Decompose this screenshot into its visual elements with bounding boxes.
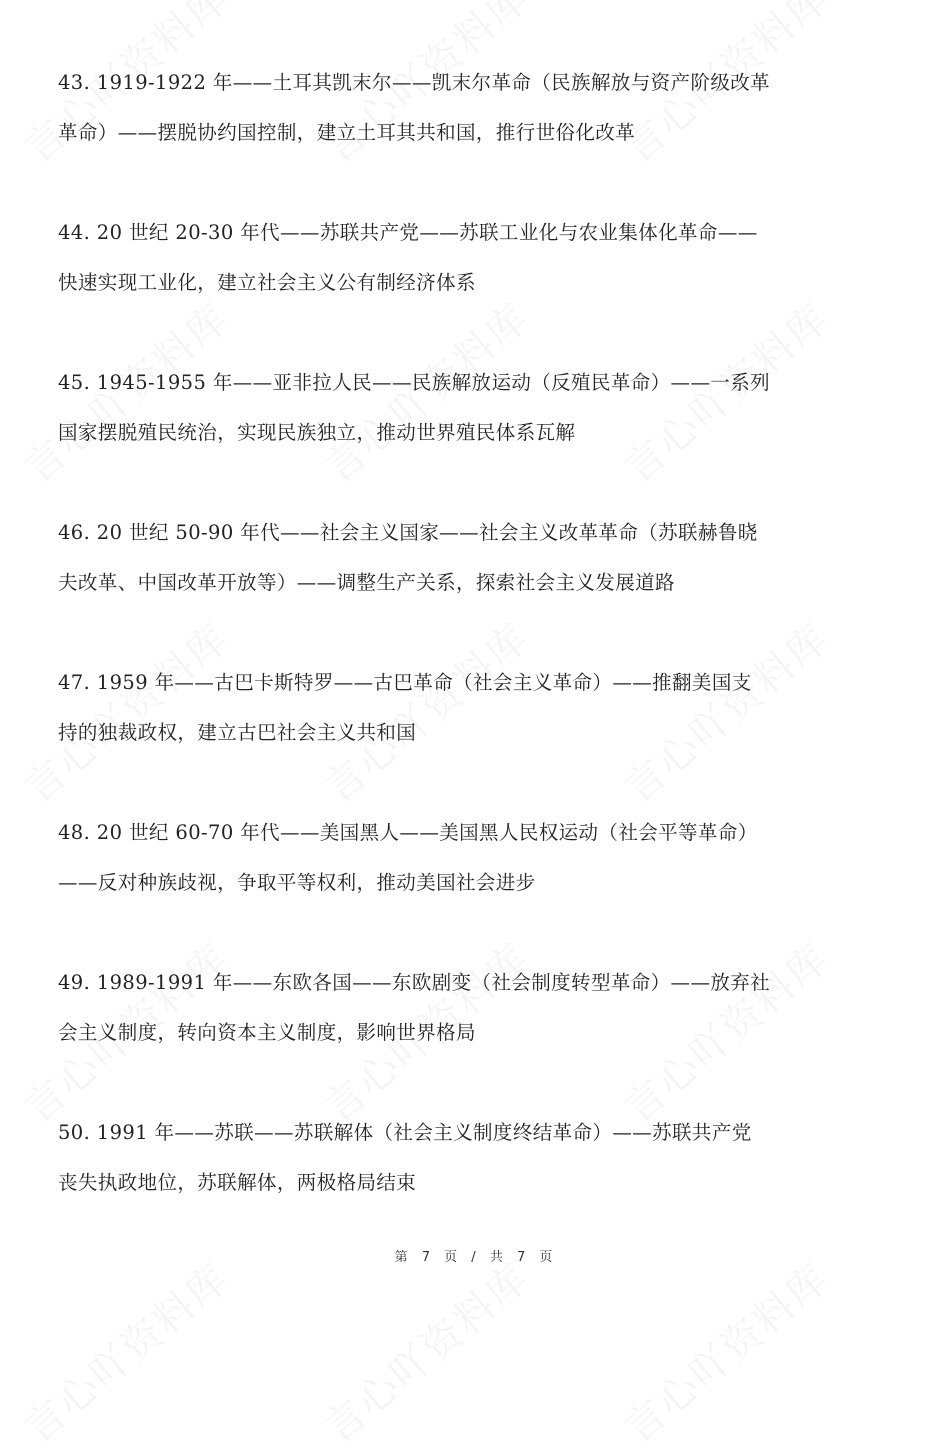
watermark-text [310, 1248, 540, 1454]
entry-line-2: 持的独裁政权，建立古巴社会主义共和国 [58, 721, 417, 744]
entry-line-1: 50. 1991 年——苏联——苏联解体（社会主义制度终结革命）——苏联共产党 [58, 1121, 752, 1144]
document-body [58, 58, 898, 1258]
list-item-46 [58, 508, 898, 608]
entry-line-2: 丧失执政地位，苏联解体，两极格局结束 [58, 1171, 417, 1194]
entry-line-2: 会主义制度，转向资本主义制度，影响世界格局 [58, 1021, 476, 1044]
list-item-49 [58, 958, 898, 1058]
entry-line-2: 革命）——摆脱协约国控制，建立土耳其共和国，推行世俗化改革 [58, 121, 636, 144]
list-item-45 [58, 358, 898, 458]
entry-line-1: 46. 20 世纪 50-90 年代——社会主义国家——社会主义改革革命（苏联赫鲁晓 [58, 521, 758, 544]
entry-line-2: 夫改革、中国改革开放等）——调整生产关系，探索社会主义发展道路 [58, 571, 675, 594]
entry-line-2: 国家摆脱殖民统治，实现民族独立，推动世界殖民体系瓦解 [58, 421, 576, 444]
list-item-47 [58, 658, 898, 758]
entry-line-1: 45. 1945-1955 年——亚非拉人民——民族解放运动（反殖民革命）——一系列 [58, 371, 771, 394]
list-item-43 [58, 58, 898, 158]
entry-line-2: 快速实现工业化，建立社会主义公有制经济体系 [58, 271, 476, 294]
watermark-text [10, 1248, 240, 1454]
list-item-50 [58, 1108, 898, 1208]
entry-line-1: 48. 20 世纪 60-70 年代——美国黑人——美国黑人民权运动（社会平等革命） [58, 821, 758, 844]
entry-line-1: 43. 1919-1922 年——土耳其凯末尔——凯末尔革命（民族解放与资产阶级改革 [58, 71, 771, 94]
page-number-footer: 第 7 页 / 共 7 页 [394, 1250, 558, 1265]
entry-line-1: 47. 1959 年——古巴卡斯特罗——古巴革命（社会主义革命）——推翻美国支 [58, 671, 752, 694]
list-item-48 [58, 808, 898, 908]
list-item-44 [58, 208, 898, 308]
watermark-text [610, 1248, 840, 1454]
entry-line-1: 44. 20 世纪 20-30 年代——苏联共产党——苏联工业化与农业集体化革命—— [58, 221, 758, 244]
entry-line-1: 49. 1989-1991 年——东欧各国——东欧剧变（社会制度转型革命）——放弃社 [58, 971, 771, 994]
entry-line-2: ——反对种族歧视，争取平等权利，推动美国社会进步 [58, 871, 536, 894]
